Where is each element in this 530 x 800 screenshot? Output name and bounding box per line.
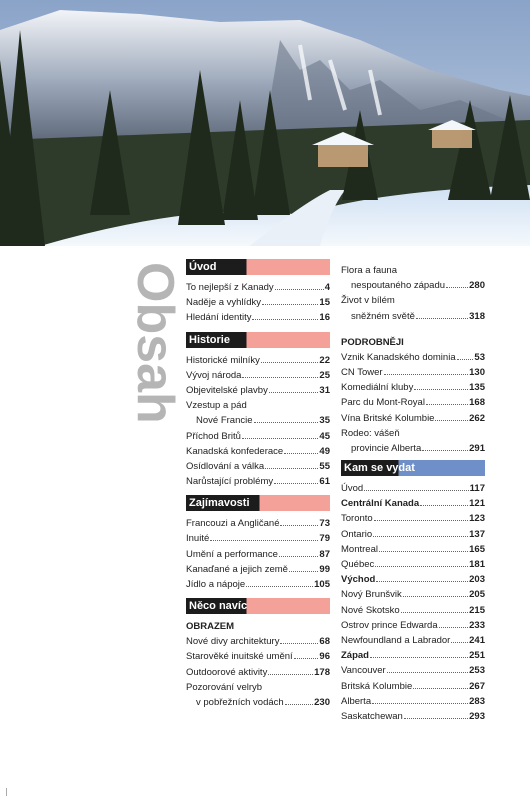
toc-entry[interactable] — [341, 663, 485, 678]
toc-entry-page: 267 — [469, 680, 485, 692]
toc-entry[interactable] — [341, 603, 485, 618]
toc-list-podrobneji — [341, 350, 485, 456]
toc-entry[interactable] — [186, 516, 330, 531]
toc-entry-page: 45 — [319, 430, 330, 442]
dot-leader — [401, 612, 469, 613]
toc-entry-page: 61 — [319, 476, 330, 488]
toc-entry[interactable] — [341, 527, 485, 542]
toc-entry-page: 105 — [314, 579, 330, 590]
dot-leader — [242, 438, 319, 439]
section-heading-kam-se-vydat: Kam se vydat — [341, 460, 485, 476]
dot-leader — [387, 672, 468, 673]
toc-entry-title: Saskatchewan — [341, 710, 403, 722]
toc-entry-page: 135 — [469, 382, 485, 394]
toc-entry-page: 79 — [319, 533, 330, 545]
dot-leader — [284, 453, 318, 454]
toc-entry-page: 178 — [314, 666, 330, 678]
toc-entry-title: Outdoorové aktivity — [186, 666, 268, 678]
toc-entry-page: 253 — [469, 665, 485, 677]
toc-entry-title: Britská Kolumbie — [341, 680, 413, 692]
toc-entry-title: Inuité — [186, 533, 210, 545]
toc-entry-page: 53 — [474, 351, 485, 363]
toc-entry-page: 123 — [469, 513, 485, 525]
toc-entry-page: 205 — [469, 589, 485, 601]
toc-entry[interactable] — [341, 278, 485, 293]
toc-entry[interactable] — [186, 695, 330, 710]
sidebar-title-text: Obsah — [126, 262, 184, 424]
toc-entry-page: 137 — [469, 528, 485, 540]
toc-entry-page: 181 — [469, 559, 485, 570]
dot-leader — [372, 703, 468, 704]
dot-leader — [435, 420, 468, 421]
toc-entry-page: 15 — [319, 297, 330, 309]
section-heading-neco-navic: Něco navíc — [186, 598, 330, 614]
dot-leader — [289, 571, 318, 572]
toc-entry-page: 280 — [469, 280, 485, 292]
toc-entry[interactable] — [341, 395, 485, 410]
toc-entry-title: Západ — [341, 650, 369, 662]
toc-entry-page: 121 — [469, 498, 485, 510]
toc-entry-title: Vznik Kanadského dominia — [341, 351, 456, 363]
toc-entry[interactable] — [341, 511, 485, 526]
toc-entry[interactable] — [186, 295, 330, 310]
toc-column-1 — [186, 259, 330, 710]
toc-entry-title: Québec — [341, 559, 375, 570]
toc-entry-title: Hledání identity — [186, 312, 252, 324]
dot-leader — [252, 319, 318, 320]
toc-entry-title: Nové divy architektury — [186, 636, 280, 648]
toc-entry[interactable]: Život v bílém — [341, 295, 395, 307]
toc-entry-title: Umění a performance — [186, 548, 278, 560]
winter-landscape-illustration — [0, 0, 530, 246]
dot-leader — [268, 674, 313, 675]
toc-entry[interactable] — [341, 557, 485, 572]
dot-leader — [246, 586, 313, 587]
toc-entry-title: Kanadská konfederace — [186, 445, 284, 457]
toc-entry-title: Nové Francie — [196, 415, 253, 427]
toc-entry[interactable] — [186, 444, 330, 459]
toc-entry[interactable] — [341, 694, 485, 709]
dot-leader — [379, 551, 468, 552]
toc-entry[interactable] — [341, 309, 485, 324]
toc-entry[interactable] — [186, 634, 330, 649]
toc-entry[interactable] — [341, 411, 485, 426]
toc-entry-title: CN Tower — [341, 366, 383, 378]
toc-entry-page: 291 — [469, 442, 485, 454]
toc-entry-title: Naděje a vyhlídky — [186, 297, 261, 309]
toc-entry[interactable] — [341, 572, 485, 587]
toc-entry-title: Kanaďané a jejich země — [186, 563, 288, 575]
toc-entry-page: 165 — [469, 543, 485, 555]
toc-entry-title: Vína Britské Kolumbie — [341, 412, 435, 424]
toc-entry[interactable] — [186, 368, 330, 383]
toc-entry-page: 293 — [469, 710, 485, 722]
dot-leader — [403, 596, 468, 597]
sidebar-title — [90, 262, 184, 424]
toc-entry-page: 16 — [319, 312, 330, 324]
toc-entry-page: 251 — [469, 650, 485, 662]
toc-entry[interactable] — [186, 649, 330, 664]
toc-entry-title: Příchod Britů — [186, 430, 241, 442]
toc-entry-title: Východ — [341, 574, 376, 586]
toc-entry[interactable] — [341, 350, 485, 365]
subheading-obrazem: OBRAZEM — [186, 621, 235, 633]
toc-entry[interactable] — [341, 587, 485, 602]
toc-entry-title: Úvod — [341, 483, 364, 495]
toc-entry[interactable]: Pozorování velryb — [186, 681, 263, 693]
toc-entry-page: 99 — [319, 563, 330, 575]
toc-entry-page: 241 — [469, 634, 485, 646]
dot-leader — [280, 643, 318, 644]
toc-entry-title: Toronto — [341, 513, 373, 525]
dot-leader — [269, 392, 319, 393]
dot-leader — [280, 525, 318, 526]
toc-entry-page: 55 — [319, 460, 330, 472]
toc-entry-title: Starověké inuitské umění — [186, 651, 293, 663]
dot-leader — [364, 490, 468, 491]
toc-entry-title: Objevitelské plavby — [186, 384, 268, 396]
dot-leader — [375, 566, 468, 567]
toc-entry-title: Alberta — [341, 695, 372, 707]
toc-entry[interactable] — [186, 459, 330, 474]
toc-entry[interactable] — [186, 531, 330, 546]
dot-leader — [275, 289, 324, 290]
toc-entry-title: nespoutaného západu — [351, 280, 446, 292]
toc-entry-title: Ostrov prince Edwarda — [341, 619, 438, 631]
toc-entry-title: To nejlepší z Kanady — [186, 282, 274, 293]
toc-entry-page: 4 — [324, 282, 330, 293]
toc-entry-title: Jídlo a nápoje — [186, 579, 246, 590]
dot-leader — [370, 657, 468, 658]
toc-entry-title: Nové Skotsko — [341, 604, 400, 616]
subheading-podrobneji: PODROBNĚJI — [341, 336, 404, 348]
dot-leader — [414, 389, 468, 390]
toc-entry[interactable] — [341, 481, 485, 496]
toc-entry[interactable] — [186, 353, 330, 368]
section-heading-historie: Historie — [186, 332, 330, 348]
toc-entry-page: 215 — [469, 604, 485, 616]
toc-entry-page: 283 — [469, 695, 485, 707]
toc-entry[interactable] — [341, 679, 485, 694]
dot-leader — [457, 359, 474, 360]
toc-entry-page: 22 — [319, 354, 330, 366]
toc-entry-title: Parc du Mont-Royal — [341, 397, 425, 409]
toc-entry[interactable] — [186, 280, 330, 295]
toc-entry-page: 49 — [319, 445, 330, 457]
toc-entry[interactable] — [341, 648, 485, 663]
toc-entry-page: 203 — [469, 574, 485, 586]
dot-leader — [413, 688, 468, 689]
toc-entry[interactable] — [186, 665, 330, 680]
toc-list-zajimavosti — [186, 516, 330, 592]
toc-entry-title: Vývoj národa — [186, 369, 242, 381]
toc-entry-page: 35 — [319, 415, 330, 427]
toc-entry[interactable] — [341, 380, 485, 395]
toc-entry-page: 318 — [469, 310, 485, 322]
dot-leader — [422, 450, 468, 451]
toc-entry-page: 68 — [319, 636, 330, 648]
toc-list-top — [341, 263, 485, 324]
toc-entry-page: 87 — [319, 548, 330, 560]
toc-entry-page: 230 — [314, 696, 330, 708]
dot-leader — [262, 304, 318, 305]
page-edge-mark — [6, 788, 7, 796]
toc-entry-title: Osídlování a válka — [186, 460, 265, 472]
dot-leader — [384, 374, 469, 375]
toc-entry-title: Historické milníky — [186, 354, 260, 366]
toc-entry-title: v pobřežních vodách — [196, 696, 284, 708]
toc-entry[interactable] — [186, 547, 330, 562]
dot-leader — [374, 520, 468, 521]
dot-leader — [404, 718, 468, 719]
toc-entry[interactable] — [341, 441, 485, 456]
section-heading-zajimavosti: Zajímavosti — [186, 495, 330, 511]
dot-leader — [285, 704, 313, 705]
toc-entry-title: Ontario — [341, 528, 373, 540]
toc-entry[interactable] — [341, 709, 485, 724]
toc-entry-title: provincie Alberta — [351, 442, 422, 454]
dot-leader — [254, 422, 319, 423]
toc-entry[interactable] — [186, 383, 330, 398]
dot-leader — [242, 377, 318, 378]
toc-entry-page: 130 — [469, 366, 485, 378]
toc-entry[interactable] — [186, 562, 330, 577]
toc-list-historie — [186, 353, 330, 490]
toc-list-uvod — [186, 280, 330, 326]
toc-column-2 — [341, 263, 485, 724]
dot-leader — [294, 658, 319, 659]
toc-entry-page: 31 — [319, 384, 330, 396]
dot-leader — [426, 404, 468, 405]
toc-entry[interactable] — [341, 496, 485, 511]
header-photo-winter-landscape — [0, 0, 530, 246]
toc-entry[interactable] — [341, 365, 485, 380]
dot-leader — [265, 468, 318, 469]
dot-leader — [261, 362, 319, 363]
toc-entry-title: Francouzi a Angličané — [186, 518, 280, 530]
toc-list-neco-navic — [186, 634, 330, 710]
toc-entry-page: 25 — [319, 369, 330, 381]
toc-entry-title: Montreal — [341, 543, 378, 555]
toc-entry[interactable]: Vzestup a pád — [186, 400, 247, 412]
toc-entry-page: 262 — [469, 412, 485, 424]
toc-entry[interactable] — [186, 474, 330, 489]
toc-entry-page: 233 — [469, 619, 485, 631]
dot-leader — [279, 556, 319, 557]
toc-entry-title: Centrální Kanada — [341, 498, 420, 510]
toc-entry-page: 96 — [319, 651, 330, 663]
toc-entry-page: 117 — [469, 483, 485, 495]
toc-entry[interactable]: Flora a fauna — [341, 265, 397, 276]
toc-entry[interactable] — [341, 633, 485, 648]
section-heading-uvod: Úvod — [186, 259, 330, 275]
toc-entry[interactable] — [341, 618, 485, 633]
toc-entry-title: Newfoundland a Labrador — [341, 634, 451, 646]
toc-entry-title: Narůstající problémy — [186, 476, 274, 488]
toc-entry-title: Komediální kluby — [341, 382, 414, 394]
dot-leader — [274, 483, 318, 484]
toc-entry[interactable]: Rodeo: vášeň — [341, 427, 400, 439]
dot-leader — [373, 536, 468, 537]
dot-leader — [416, 318, 468, 319]
dot-leader — [420, 505, 468, 506]
dot-leader — [451, 642, 468, 643]
toc-entry[interactable] — [186, 429, 330, 444]
dot-leader — [446, 287, 468, 288]
dot-leader — [376, 581, 468, 582]
toc-entry-title: Nový Brunšvik — [341, 589, 402, 601]
toc-entry-title: Vancouver — [341, 665, 386, 677]
toc-entry[interactable] — [341, 542, 485, 557]
toc-entry[interactable] — [186, 310, 330, 325]
toc-entry[interactable] — [186, 577, 330, 592]
dot-leader — [439, 627, 469, 628]
toc-list-kam-se-vydat — [341, 481, 485, 724]
toc-entry-title: sněžném světě — [351, 310, 415, 322]
toc-entry-page: 168 — [469, 397, 485, 409]
toc-entry[interactable] — [186, 413, 330, 428]
dot-leader — [210, 540, 318, 541]
toc-entry-page: 73 — [319, 518, 330, 530]
